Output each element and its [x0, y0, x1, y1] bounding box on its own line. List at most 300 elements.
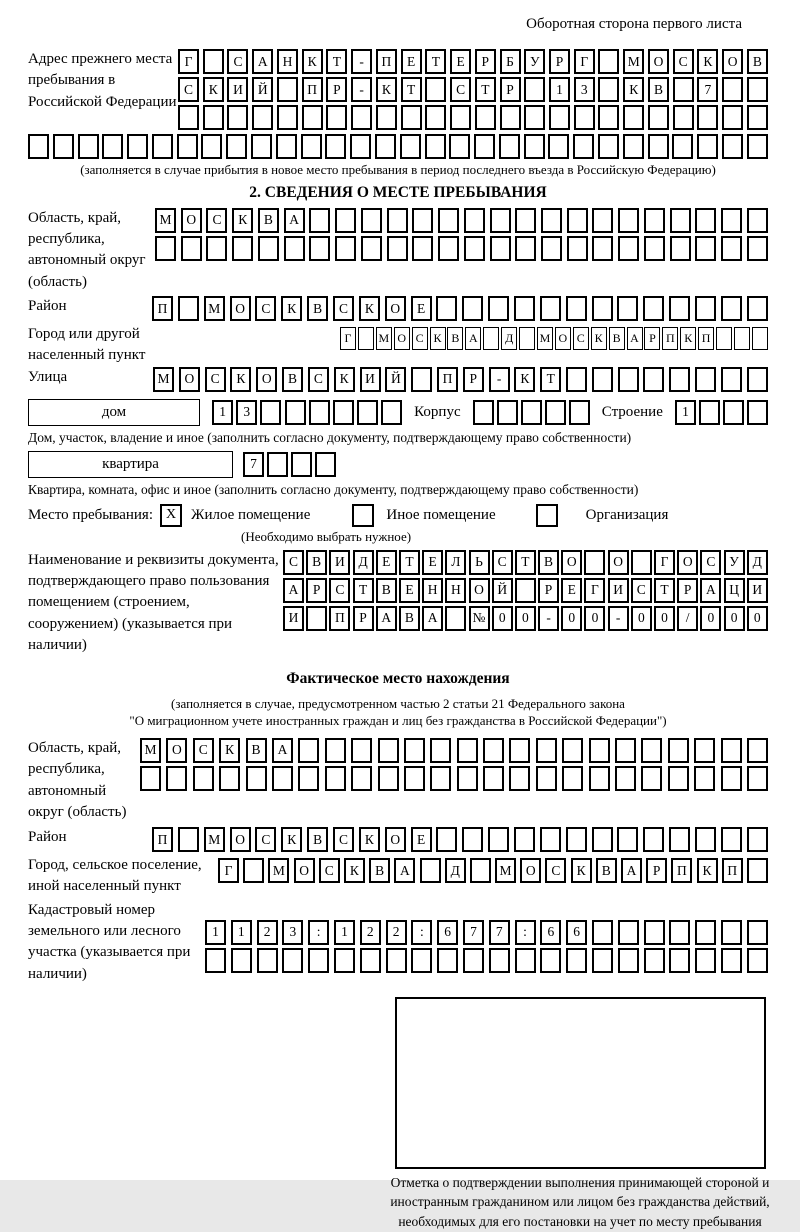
char-cell	[617, 296, 638, 321]
char-cell	[499, 134, 520, 159]
char-cell: Д	[353, 550, 374, 575]
char-cell	[747, 920, 768, 945]
char-cell	[562, 766, 583, 791]
char-cell	[541, 208, 562, 233]
char-cell: Ь	[469, 550, 490, 575]
char-cell	[412, 208, 433, 233]
char-cell	[623, 105, 644, 130]
char-cell: Й	[385, 367, 406, 392]
char-cell	[618, 208, 639, 233]
char-cell	[524, 77, 545, 102]
char-cell: С	[412, 327, 428, 350]
char-cell: 0	[724, 606, 745, 631]
char-cell: С	[631, 578, 652, 603]
char-cell	[177, 134, 198, 159]
char-cell: М	[204, 827, 225, 852]
char-cell: М	[537, 327, 553, 350]
char-cell: Г	[574, 49, 595, 74]
char-cell: Г	[218, 858, 239, 883]
fact-note-1: (заполняется в случае, предусмотренном частью 2 статьи 21 Федерального закона	[171, 696, 625, 712]
char-cell: 0	[747, 606, 768, 631]
char-cell: К	[430, 327, 446, 350]
char-cell	[643, 827, 664, 852]
char-cell	[695, 236, 716, 261]
char-cell	[401, 105, 422, 130]
char-cell	[598, 77, 619, 102]
char-cell	[277, 105, 298, 130]
char-cell: С	[178, 77, 199, 102]
char-cell	[350, 134, 371, 159]
char-cell: П	[437, 367, 458, 392]
char-cell	[28, 134, 49, 159]
char-cell	[644, 948, 665, 973]
org-label: Организация	[585, 506, 669, 523]
char-cell: Д	[501, 327, 517, 350]
char-cell: С	[255, 296, 276, 321]
char-cell	[521, 400, 542, 425]
char-cell	[411, 948, 432, 973]
char-cell	[361, 236, 382, 261]
oblast-grid	[155, 208, 768, 264]
char-cell	[615, 738, 636, 763]
fact-gorod-label: Город, сельское поселение, иной населенный пункт	[28, 857, 202, 895]
char-cell	[541, 236, 562, 261]
char-cell: В	[307, 827, 328, 852]
char-cell: -	[351, 77, 372, 102]
char-cell	[257, 948, 278, 973]
char-cell: М	[204, 296, 225, 321]
char-cell: С	[573, 327, 589, 350]
char-cell	[457, 766, 478, 791]
char-cell: С	[492, 550, 513, 575]
char-cell: С	[206, 208, 227, 233]
char-cell: Б	[500, 49, 521, 74]
mesto-label: Место пребывания:	[28, 506, 153, 523]
char-cell	[669, 920, 690, 945]
char-cell	[644, 920, 665, 945]
char-cell	[592, 948, 613, 973]
char-cell: 7	[697, 77, 718, 102]
fact-raion-field	[28, 827, 768, 855]
char-cell: В	[609, 327, 625, 350]
char-cell	[643, 296, 664, 321]
char-cell	[376, 105, 397, 130]
korpus-label: Корпус	[414, 403, 461, 420]
char-cell: 0	[631, 606, 652, 631]
char-cell: Е	[399, 578, 420, 603]
char-cell	[206, 236, 227, 261]
char-cell: С	[283, 550, 304, 575]
char-cell	[515, 208, 536, 233]
char-cell	[615, 766, 636, 791]
char-cell	[404, 766, 425, 791]
char-cell: К	[281, 827, 302, 852]
char-cell	[473, 400, 494, 425]
char-cell: К	[230, 367, 251, 392]
char-cell	[567, 236, 588, 261]
char-cell: К	[697, 858, 718, 883]
char-cell	[276, 134, 297, 159]
cell-row	[340, 327, 768, 350]
cell-row	[152, 296, 768, 321]
char-cell: Р	[353, 606, 374, 631]
dom-row	[28, 399, 768, 426]
cell-row	[155, 236, 768, 261]
char-cell	[351, 766, 372, 791]
char-cell	[412, 236, 433, 261]
char-cell	[509, 738, 530, 763]
char-cell	[673, 77, 694, 102]
char-cell	[291, 452, 312, 477]
ulitsa-label: Улица	[28, 368, 68, 385]
cell-row	[675, 400, 768, 425]
char-cell: С	[450, 77, 471, 102]
char-cell: Е	[561, 578, 582, 603]
char-cell	[425, 134, 446, 159]
char-cell: Г	[654, 550, 675, 575]
char-cell: В	[447, 327, 463, 350]
char-cell: 1	[675, 400, 696, 425]
char-cell	[53, 134, 74, 159]
zhiloe-label: Жилое помещение	[191, 506, 311, 523]
char-cell: Т	[353, 578, 374, 603]
char-cell	[695, 827, 716, 852]
fact-oblast-field	[28, 738, 768, 823]
char-cell	[404, 738, 425, 763]
char-cell: Д	[445, 858, 466, 883]
char-cell: 7	[489, 920, 510, 945]
char-cell	[360, 948, 381, 973]
char-cell	[721, 738, 742, 763]
char-cell	[457, 738, 478, 763]
char-cell	[358, 327, 374, 350]
char-cell: А	[621, 858, 642, 883]
char-cell	[747, 208, 768, 233]
cell-row	[140, 766, 768, 791]
char-cell	[747, 400, 768, 425]
char-cell	[695, 296, 716, 321]
char-cell: В	[246, 738, 267, 763]
char-cell: К	[680, 327, 696, 350]
char-cell: 0	[654, 606, 675, 631]
char-cell	[617, 827, 638, 852]
char-cell: Р	[326, 77, 347, 102]
char-cell: Н	[422, 578, 443, 603]
char-cell	[258, 236, 279, 261]
char-cell	[618, 948, 639, 973]
char-cell	[669, 367, 690, 392]
char-cell: 0	[700, 606, 721, 631]
char-cell	[436, 827, 457, 852]
char-cell: Н	[445, 578, 466, 603]
char-cell	[509, 766, 530, 791]
section2-title: 2. СВЕДЕНИЯ О МЕСТЕ ПРЕБЫВАНИЯ	[249, 183, 547, 201]
stroenie-label: Строение	[601, 403, 663, 420]
char-cell	[375, 134, 396, 159]
char-cell: Д	[747, 550, 768, 575]
char-cell: Т	[326, 49, 347, 74]
char-cell	[695, 367, 716, 392]
char-cell	[669, 827, 690, 852]
char-cell	[351, 105, 372, 130]
char-cell: -	[538, 606, 559, 631]
prev-address-block	[28, 49, 768, 133]
char-cell	[747, 738, 768, 763]
zhiloe-checkbox: X	[160, 504, 182, 527]
char-cell	[490, 236, 511, 261]
char-cell	[598, 49, 619, 74]
cell-row	[205, 948, 768, 973]
char-cell	[178, 105, 199, 130]
char-cell: Л	[445, 550, 466, 575]
char-cell: Т	[475, 77, 496, 102]
char-cell	[315, 452, 336, 477]
char-cell: К	[376, 77, 397, 102]
char-cell: В	[306, 550, 327, 575]
page-header-note: Оборотная сторона первого листа	[526, 16, 742, 32]
char-cell: С	[255, 827, 276, 852]
char-cell: 7	[243, 452, 264, 477]
document-grid	[283, 550, 768, 634]
char-cell: К	[281, 296, 302, 321]
char-cell	[309, 236, 330, 261]
char-cell: О	[256, 367, 277, 392]
char-cell: 3	[282, 920, 303, 945]
char-cell: О	[385, 296, 406, 321]
char-cell: -	[608, 606, 629, 631]
char-cell	[648, 105, 669, 130]
prev-address-grid	[178, 49, 768, 133]
char-cell	[716, 327, 732, 350]
fact-raion-grid	[152, 827, 768, 855]
kadastr-grid	[205, 900, 768, 976]
fact-note-2: "О миграционном учете иностранных граждан и лиц без гражданства в Российской Федерации")	[129, 713, 667, 729]
char-cell	[598, 105, 619, 130]
char-cell	[721, 827, 742, 852]
char-cell	[697, 105, 718, 130]
char-cell	[326, 105, 347, 130]
char-cell	[589, 738, 610, 763]
char-cell: В	[258, 208, 279, 233]
char-cell	[592, 827, 613, 852]
char-cell: А	[376, 606, 397, 631]
char-cell: 3	[574, 77, 595, 102]
fact-title: Фактическое место нахождения	[286, 670, 510, 688]
char-cell: А	[627, 327, 643, 350]
char-cell: В	[376, 578, 397, 603]
char-cell: 0	[561, 606, 582, 631]
char-cell: Р	[463, 367, 484, 392]
prev-address-label: Адрес прежнего места пребывания в Российской Федерации	[28, 51, 177, 110]
char-cell	[524, 134, 545, 159]
char-cell	[669, 296, 690, 321]
cell-row	[153, 367, 768, 392]
char-cell: №	[469, 606, 490, 631]
char-cell: А	[465, 327, 481, 350]
char-cell	[436, 296, 457, 321]
char-cell	[592, 296, 613, 321]
char-cell	[335, 208, 356, 233]
char-cell: О	[608, 550, 629, 575]
inoe-checkbox	[352, 504, 374, 527]
char-cell	[301, 134, 322, 159]
char-cell	[181, 236, 202, 261]
char-cell: К	[219, 738, 240, 763]
char-cell	[497, 400, 518, 425]
char-cell: В	[538, 550, 559, 575]
char-cell: К	[571, 858, 592, 883]
char-cell: Р	[538, 578, 559, 603]
char-cell: С	[227, 49, 248, 74]
char-cell: П	[152, 296, 173, 321]
char-cell	[721, 236, 742, 261]
char-cell: Е	[450, 49, 471, 74]
char-cell: О	[394, 327, 410, 350]
char-cell	[178, 827, 199, 852]
char-cell	[723, 400, 744, 425]
char-cell: П	[152, 827, 173, 852]
char-cell	[500, 105, 521, 130]
char-cell: С	[673, 49, 694, 74]
cell-row	[178, 105, 768, 130]
char-cell	[140, 766, 161, 791]
char-cell: А	[252, 49, 273, 74]
char-cell: К	[334, 367, 355, 392]
char-cell	[462, 827, 483, 852]
char-cell	[747, 367, 768, 392]
ulitsa-grid	[153, 367, 768, 395]
char-cell: Р	[475, 49, 496, 74]
raion-label: Район	[28, 298, 67, 315]
char-cell	[483, 766, 504, 791]
cell-row	[218, 858, 768, 883]
raion-grid	[152, 296, 768, 324]
gorod-label: Город или другой населенный пункт	[28, 326, 146, 364]
cell-row	[28, 134, 768, 159]
char-cell: С	[545, 858, 566, 883]
char-cell	[309, 400, 330, 425]
char-cell	[335, 236, 356, 261]
char-cell	[333, 400, 354, 425]
char-cell: Р	[646, 858, 667, 883]
char-cell: Т	[399, 550, 420, 575]
char-cell	[450, 105, 471, 130]
char-cell	[357, 400, 378, 425]
char-cell: О	[385, 827, 406, 852]
char-cell: В	[596, 858, 617, 883]
char-cell	[672, 134, 693, 159]
char-cell: С	[329, 578, 350, 603]
char-cell: М	[495, 858, 516, 883]
fact-raion-label: Район	[28, 829, 67, 846]
char-cell	[277, 77, 298, 102]
char-cell	[155, 236, 176, 261]
char-cell: К	[359, 296, 380, 321]
char-cell	[545, 400, 566, 425]
char-cell	[734, 327, 750, 350]
char-cell	[631, 550, 652, 575]
char-cell: :	[411, 920, 432, 945]
char-cell: 1	[231, 920, 252, 945]
char-cell: К	[514, 367, 535, 392]
char-cell: К	[203, 77, 224, 102]
char-cell	[334, 948, 355, 973]
kvartira-note: Квартира, комната, офис и иное (заполнить согласно документу, подтверждающему право собственности)	[28, 481, 639, 497]
char-cell	[584, 550, 605, 575]
char-cell	[540, 296, 561, 321]
char-cell: И	[227, 77, 248, 102]
char-cell	[483, 327, 499, 350]
cell-row	[283, 550, 768, 575]
cell-row	[178, 77, 768, 102]
char-cell	[592, 208, 613, 233]
char-cell	[747, 948, 768, 973]
char-cell	[623, 134, 644, 159]
char-cell: 1	[549, 77, 570, 102]
char-cell	[668, 766, 689, 791]
char-cell	[387, 236, 408, 261]
char-cell: И	[329, 550, 350, 575]
cell-row	[283, 606, 768, 631]
char-cell: В	[648, 77, 669, 102]
char-cell	[282, 948, 303, 973]
char-cell: К	[359, 827, 380, 852]
char-cell	[694, 738, 715, 763]
char-cell: О	[230, 296, 251, 321]
document-label: Наименование и реквизиты документа, подтверждающего право пользования помещением (строением, сооружением) (указывается при наличии)	[28, 551, 279, 653]
char-cell: 6	[437, 920, 458, 945]
char-cell	[668, 738, 689, 763]
char-cell	[721, 766, 742, 791]
char-cell	[549, 105, 570, 130]
char-cell: И	[283, 606, 304, 631]
char-cell: 7	[463, 920, 484, 945]
char-cell: А	[283, 578, 304, 603]
char-cell	[598, 134, 619, 159]
cell-row	[243, 452, 336, 477]
char-cell	[425, 105, 446, 130]
fact-oblast-grid	[140, 738, 768, 794]
char-cell	[325, 134, 346, 159]
char-cell: О	[469, 578, 490, 603]
char-cell: 0	[515, 606, 536, 631]
char-cell	[246, 766, 267, 791]
char-cell: 1	[334, 920, 355, 945]
char-cell: И	[360, 367, 381, 392]
char-cell	[747, 105, 768, 130]
char-cell: П	[698, 327, 714, 350]
char-cell: Е	[401, 49, 422, 74]
char-cell: С	[333, 827, 354, 852]
char-cell	[536, 766, 557, 791]
char-cell	[536, 738, 557, 763]
char-cell	[673, 105, 694, 130]
char-cell	[670, 208, 691, 233]
char-cell	[641, 766, 662, 791]
char-cell	[515, 948, 536, 973]
char-cell	[489, 948, 510, 973]
char-cell	[490, 208, 511, 233]
char-cell: М	[155, 208, 176, 233]
char-cell: Т	[540, 367, 561, 392]
char-cell: Р	[677, 578, 698, 603]
fact-gorod-field	[28, 855, 768, 898]
char-cell: А	[272, 738, 293, 763]
char-cell	[470, 858, 491, 883]
char-cell	[205, 948, 226, 973]
char-cell: А	[422, 606, 443, 631]
char-cell	[227, 105, 248, 130]
